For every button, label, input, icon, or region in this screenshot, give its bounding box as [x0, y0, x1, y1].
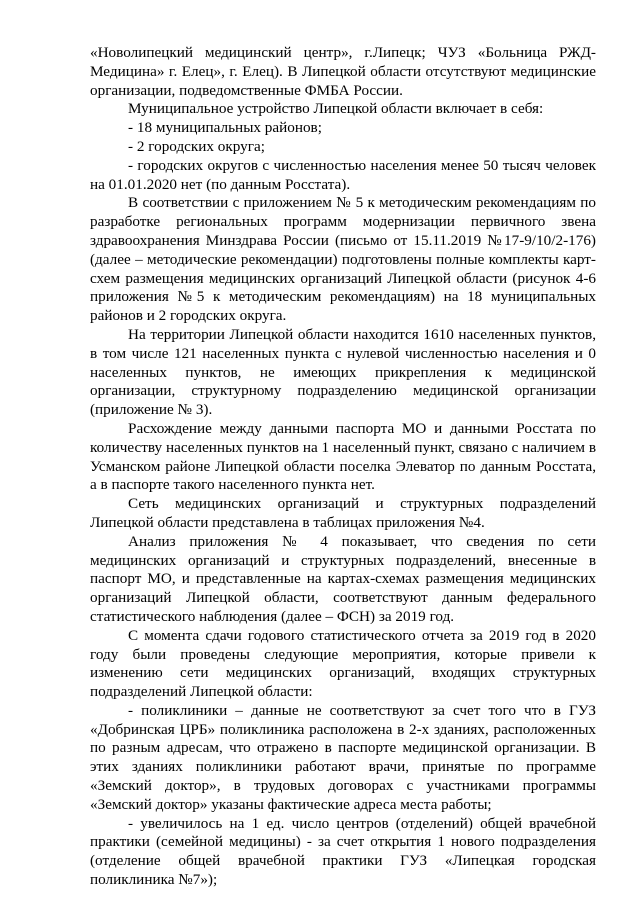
list-item: - увеличилось на 1 ед. число центров (отделений) общей врачебной практики (семейной медицины) - за счет открытия 1 нового подразделения (отделение общей врачебной практики ГУЗ «Липецкая городская поликлиника №7»);	[90, 814, 596, 889]
paragraph: Расхождение между данными паспорта МО и данными Росстата по количеству населенных пунктов на 1 населенный пункт, связано с наличием в Усманском районе Липецкой области поселка Элеватор по данным Росстата, а в паспорте такого населенного пункта нет.	[90, 419, 596, 494]
list-item: - поликлиники – данные не соответствуют за счет того что в ГУЗ «Добринская ЦРБ» поликлиника расположена в 2-х зданиях, расположенных по разным адресам, что отражено в паспорте медицинской организации. В этих зданиях поликлиники работают врачи, принятые по программе «Земский доктор», в трудовых договорах с участниками программы «Земский доктор» указаны фактические адреса места работы;	[90, 701, 596, 813]
document-body	[90, 44, 596, 890]
paragraph: На территории Липецкой области находится 1610 населенных пунктов, в том числе 121 населенных пункта с нулевой численностью населения и 0 населенных пунктов, не имеющих прикрепления к медицинской организации, структурному подразделению медицинской организации (приложение № 3).	[90, 325, 596, 419]
paragraph: В соответствии с приложением № 5 к методическим рекомендациям по разработке региональных программ модернизации первичного звена здравоохранения Минздрава России (письмо от 15.11.2019 №17-9/10/2-176) (далее – методические рекомендации) подготовлены полные комплекты карт-схем размещения медицинских организаций Липецкой области (рисунок 4-6 приложения №5 к методическим рекомендациям) на 18 муниципальных районов и 2 городских округа.	[90, 194, 596, 325]
list-item: - 2 городских округа;	[128, 137, 265, 155]
paragraph: Муниципальное устройство Липецкой области включает в себя:	[128, 100, 544, 118]
paragraph: «Новолипецкий медицинский центр», г.Липецк; ЧУЗ «Больница РЖД-Медицина» г. Елец», г. Елец). В Липецкой области отсутствуют медицинские организации, подведомственные ФМБА России.	[90, 44, 596, 99]
paragraph: С момента сдачи годового статистического отчета за 2019 год в 2020 году были проведены следующие мероприятия, которые привели к изменению сети медицинских организаций, входящих структурных подразделений Липецкой области:	[90, 626, 596, 701]
list-item: - 18 муниципальных районов;	[128, 119, 322, 137]
paragraph: Сеть медицинских организаций и структурных подразделений Липецкой области представлена в таблицах приложения №4.	[90, 495, 596, 531]
list-item: - городских округов с численностью населения менее 50 тысяч человек на 01.01.2020 нет (по данным Росстата).	[90, 156, 596, 193]
paragraph: Анализ приложения № 4 показывает, что сведения по сети медицинских организаций и структурных подразделений, внесенные в паспорт МО, и представленные на картах-схемах размещения медицинских организаций Липецкой области, соответствуют данным федерального статистического наблюдения (далее – ФСН) за 2019 год.	[90, 532, 596, 625]
